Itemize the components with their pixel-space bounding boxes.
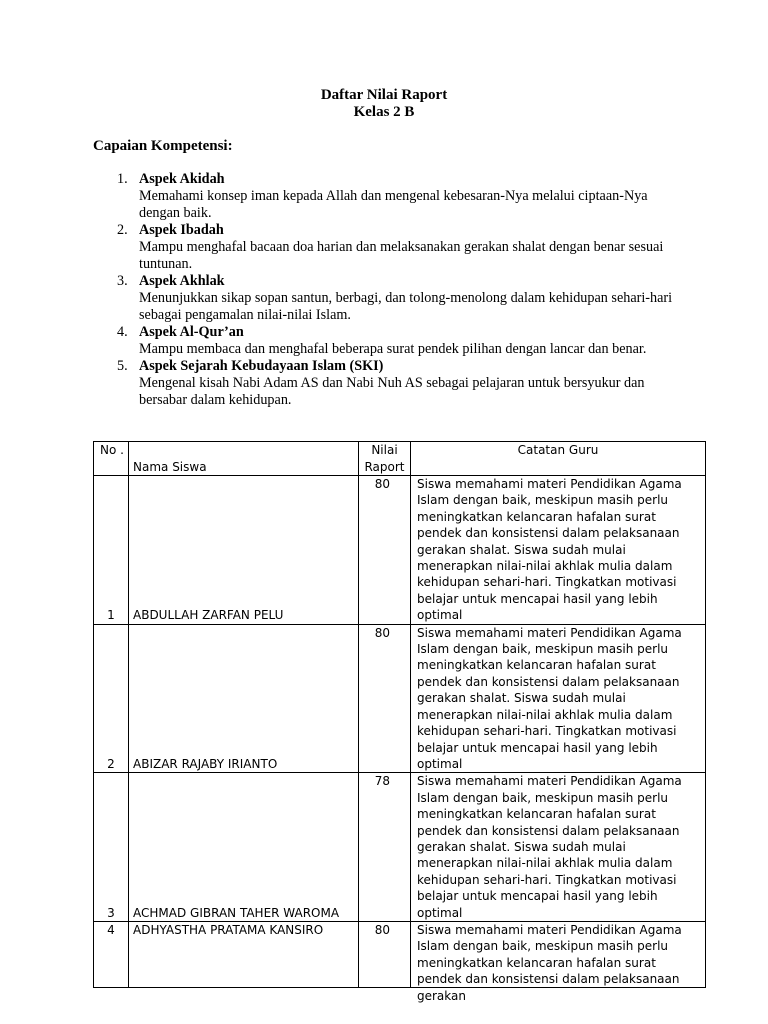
section-heading: Capaian Kompetensi: [93, 138, 233, 154]
cell-catatan: Siswa memahami materi Pendidikan Agama Islam dengan baik, meskipun masih perlu meningkatkan kelancaran hafalan surat pendek dan konsistensi dalam pelaksanaan gerakan shalat. Siswa sudah mulai menerapkan nilai-nilai akhlak mulia dalam kehidupan sehari-hari. Tingkatkan motivasi belajar untuk mencapai hasil yang lebih optimal [411, 476, 706, 625]
cell-nilai: 80 [359, 476, 411, 625]
cell-no: 2 [94, 624, 129, 773]
aspect-item [110, 273, 675, 324]
aspect-name: Aspek Al-Qur’an [139, 324, 244, 340]
aspect-name: Aspek Akidah [139, 171, 225, 187]
table-row [94, 476, 706, 625]
aspect-item [110, 171, 675, 222]
cell-nilai: 80 [359, 921, 411, 987]
cell-nilai: 80 [359, 624, 411, 773]
grades-table [93, 441, 706, 1003]
aspect-description: Menunjukkan sikap sopan santun, berbagi, dan tolong-menolong dalam kehidupan sehari-hari sebagai pengamalan nilai-nilai Islam. [139, 290, 673, 323]
aspect-name: Aspek Akhlak [139, 273, 225, 289]
cell-catatan-wrapper [411, 921, 706, 1003]
document-title [0, 87, 768, 121]
cell-catatan: Siswa memahami materi Pendidikan Agama Islam dengan baik, meskipun masih perlu meningkatkan kelancaran hafalan surat pendek dan konsistensi dalam pelaksanaan gerakan shalat. Siswa sudah mulai menerapkan nilai-nilai akhlak mulia dalam kehidupan sehari-hari. Tingkatkan motivasi belajar untuk mencapai hasil yang lebih optimal [411, 624, 706, 773]
cell-nama-siswa: ADHYASTHA PRATAMA KANSIRO [129, 921, 359, 987]
aspect-number: 5. [117, 358, 128, 374]
aspect-name: Aspek Sejarah Kebudayaan Islam (SKI) [139, 358, 384, 374]
cell-nama-siswa: ABDULLAH ZARFAN PELU [129, 476, 359, 625]
aspect-description: Mampu menghafal bacaan doa harian dan melaksanakan gerakan shalat dengan benar sesuai tuntunan. [139, 239, 664, 272]
cell-no: 3 [94, 773, 129, 922]
cell-catatan: Siswa memahami materi Pendidikan Agama Islam dengan baik, meskipun masih perlu meningkatkan kelancaran hafalan surat pendek dan konsistensi dalam pelaksanaan gerakan [417, 922, 682, 1003]
cell-catatan: Siswa memahami materi Pendidikan Agama Islam dengan baik, meskipun masih perlu meningkatkan kelancaran hafalan surat pendek dan konsistensi dalam pelaksanaan gerakan shalat. Siswa sudah mulai menerapkan nilai-nilai akhlak mulia dalam kehidupan sehari-hari. Tingkatkan motivasi belajar untuk mencapai hasil yang lebih optimal [411, 773, 706, 922]
aspect-number: 4. [117, 324, 128, 340]
title-line-1: Daftar Nilai Raport [320, 87, 448, 103]
cell-nama-siswa: ACHMAD GIBRAN TAHER WAROMA [129, 773, 359, 922]
header-no: No . [94, 442, 129, 476]
cell-nilai: 78 [359, 773, 411, 922]
aspect-description: Mampu membaca dan menghafal beberapa surat pendek pilihan dengan lancar dan benar. [139, 341, 647, 357]
header-catatan-guru: Catatan Guru [411, 442, 706, 476]
table-header-row [94, 442, 706, 476]
table-row [94, 921, 706, 987]
aspect-item [110, 222, 675, 273]
aspect-number: 3. [117, 273, 128, 289]
aspect-item [110, 324, 675, 358]
aspect-number: 2. [117, 222, 128, 238]
cell-no: 4 [94, 921, 129, 987]
aspect-description: Mengenal kisah Nabi Adam AS dan Nabi Nuh AS sebagai pelajaran untuk bersyukur dan bersabar dalam kehidupan. [139, 375, 645, 408]
title-line-2: Kelas 2 B [353, 104, 415, 120]
header-nama-siswa: Nama Siswa [129, 442, 359, 476]
cell-no: 1 [94, 476, 129, 625]
header-nilai-raport: Nilai Raport [359, 442, 411, 476]
aspect-name: Aspek Ibadah [139, 222, 224, 238]
table-row [94, 624, 706, 773]
aspect-description: Memahami konsep iman kepada Allah dan mengenal kebesaran-Nya melalui ciptaan-Nya dengan baik. [139, 188, 648, 221]
aspect-number: 1. [117, 171, 128, 187]
cell-nama-siswa: ABIZAR RAJABY IRIANTO [129, 624, 359, 773]
aspect-list [110, 171, 675, 409]
aspect-item [110, 358, 675, 409]
table-row [94, 773, 706, 922]
